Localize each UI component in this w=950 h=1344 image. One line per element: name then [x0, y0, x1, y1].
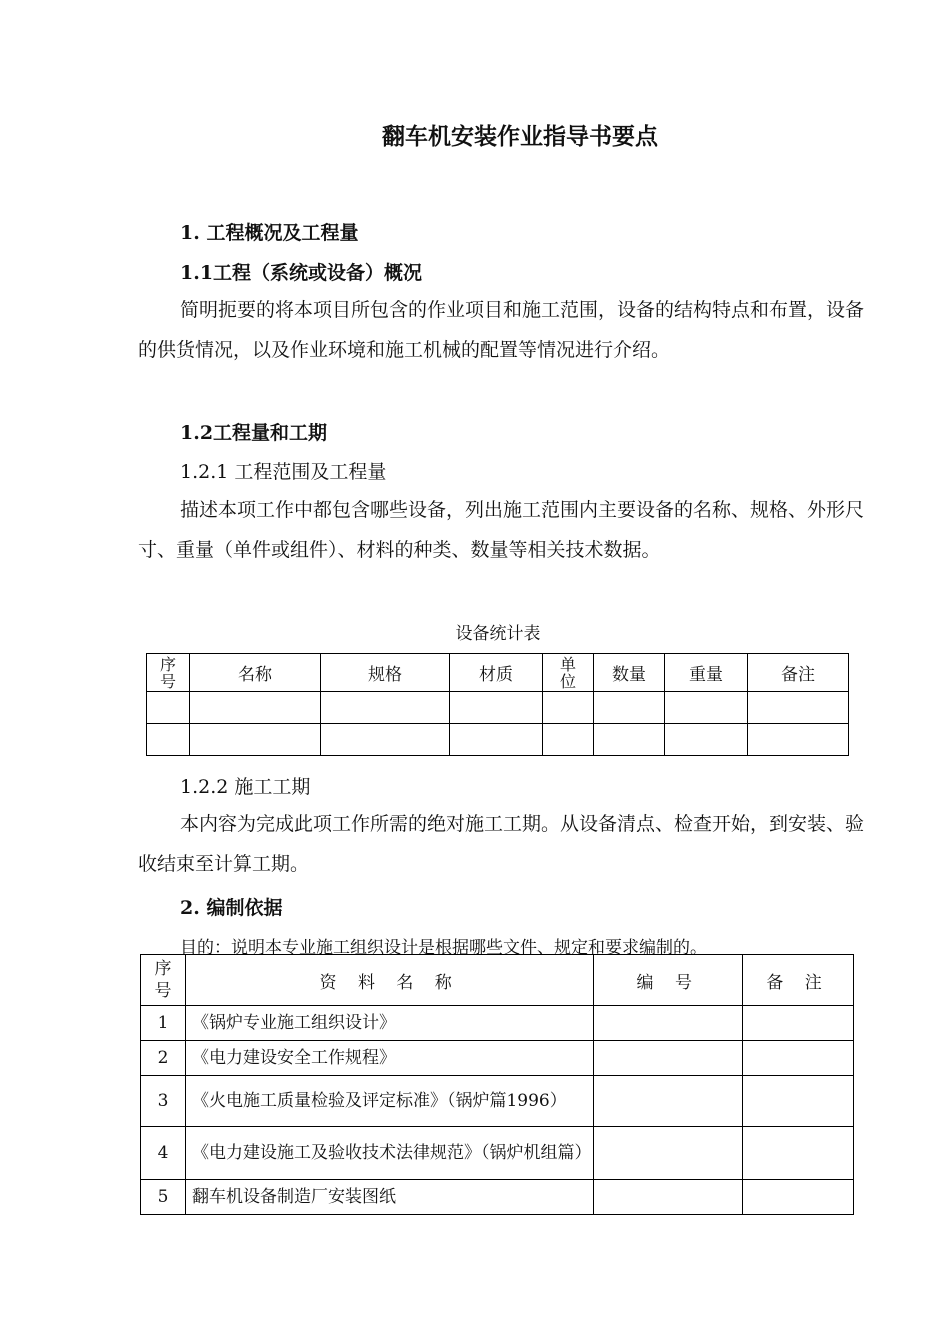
- table-row: [147, 724, 849, 756]
- cell: [190, 724, 321, 756]
- cell: [321, 724, 450, 756]
- cell: [743, 1076, 854, 1127]
- reference-header-row: [141, 955, 854, 1006]
- cell: [450, 724, 543, 756]
- section-1-2-heading: 1.2工程量和工期: [180, 422, 328, 444]
- ref-col-name: 资 料 名 称: [185, 955, 593, 1006]
- ref-row-name: 《电力建设安全工作规程》: [185, 1041, 593, 1076]
- ref-row-no: 4: [141, 1127, 186, 1180]
- cell: [594, 1180, 743, 1215]
- col-header-remark: 备注: [748, 654, 849, 692]
- col-header-name: 名称: [190, 654, 321, 692]
- cell: [594, 1076, 743, 1127]
- col-header-material: 材质: [450, 654, 543, 692]
- cell: [543, 724, 594, 756]
- col-header-unit-label: 单位: [559, 654, 576, 691]
- ref-row-name: 翻车机设备制造厂安装图纸: [185, 1180, 593, 1215]
- ref-col-code: 编 号: [594, 955, 743, 1006]
- section-1-2-1-text: 描述本项工作中都包含哪些设备，列出施工范围内主要设备的名称、规格、外形尺寸、重量（单件或组件）、材料的种类、数量等相关技术数据。: [138, 499, 865, 561]
- cell: [743, 1127, 854, 1180]
- ref-row-no: 1: [141, 1006, 186, 1041]
- cell: [743, 1041, 854, 1076]
- cell: [743, 1006, 854, 1041]
- table-row: [141, 1041, 854, 1076]
- col-header-unit: [543, 654, 594, 692]
- table-row: [147, 692, 849, 724]
- table-caption: 设备统计表: [455, 624, 541, 644]
- reference-table: [140, 954, 854, 1215]
- cell: [594, 1041, 743, 1076]
- section-2-purpose: 目的：说明本专业施工组织设计是根据哪些文件、规定和要求编制的。: [180, 938, 707, 958]
- section-1-1-heading: 1.1工程（系统或设备）概况: [180, 262, 423, 284]
- ref-row-name: 《电力建设施工及验收技术法律规范》（锅炉机组篇）: [185, 1127, 593, 1180]
- col-header-quantity: 数量: [594, 654, 665, 692]
- cell: [147, 692, 190, 724]
- ref-col-no: [141, 955, 186, 1006]
- cell: [190, 692, 321, 724]
- ref-row-no: 2: [141, 1041, 186, 1076]
- ref-row-no: 3: [141, 1076, 186, 1127]
- table-row: [141, 1006, 854, 1041]
- section-1-1-text: 简明扼要的将本项目所包含的作业项目和施工范围，设备的结构特点和布置，设备的供货情况，以及作业环境和施工机械的配置等情况进行介绍。: [138, 299, 865, 361]
- cell: [594, 1127, 743, 1180]
- table-row: [141, 1127, 854, 1180]
- cell: [665, 724, 748, 756]
- col-header-weight: 重量: [665, 654, 748, 692]
- cell: [321, 692, 450, 724]
- section-1-2-1-heading: 1.2.1 工程范围及工程量: [180, 461, 387, 483]
- cell: [748, 724, 849, 756]
- section-2-heading: 2. 编制依据: [180, 897, 283, 919]
- cell: [594, 1006, 743, 1041]
- section-1-heading: 1. 工程概况及工程量: [180, 222, 359, 244]
- ref-col-no-label: 序号: [154, 959, 172, 1001]
- col-header-no: [147, 654, 190, 692]
- ref-row-no: 5: [141, 1180, 186, 1215]
- page-title: 翻车机安装作业指导书要点: [382, 123, 658, 150]
- cell: [147, 724, 190, 756]
- cell: [450, 692, 543, 724]
- equipment-table: [146, 653, 849, 756]
- cell: [543, 692, 594, 724]
- section-1-2-2-heading: 1.2.2 施工工期: [180, 776, 311, 798]
- ref-row-name: 《火电施工质量检验及评定标准》（锅炉篇1996）: [185, 1076, 593, 1127]
- cell: [743, 1180, 854, 1215]
- ref-col-remark: 备 注: [743, 955, 854, 1006]
- cell: [665, 692, 748, 724]
- table-row: [141, 1076, 854, 1127]
- col-header-no-label: 序号: [159, 654, 176, 691]
- cell: [594, 692, 665, 724]
- section-1-2-2-text: 本内容为完成此项工作所需的绝对施工工期。从设备清点、检查开始，到安装、验收结束至计算工期。: [138, 813, 865, 875]
- col-header-spec: 规格: [321, 654, 450, 692]
- cell: [594, 724, 665, 756]
- cell: [748, 692, 849, 724]
- table-header-row: [147, 654, 849, 692]
- ref-row-name: 《锅炉专业施工组织设计》: [185, 1006, 593, 1041]
- table-row: [141, 1180, 854, 1215]
